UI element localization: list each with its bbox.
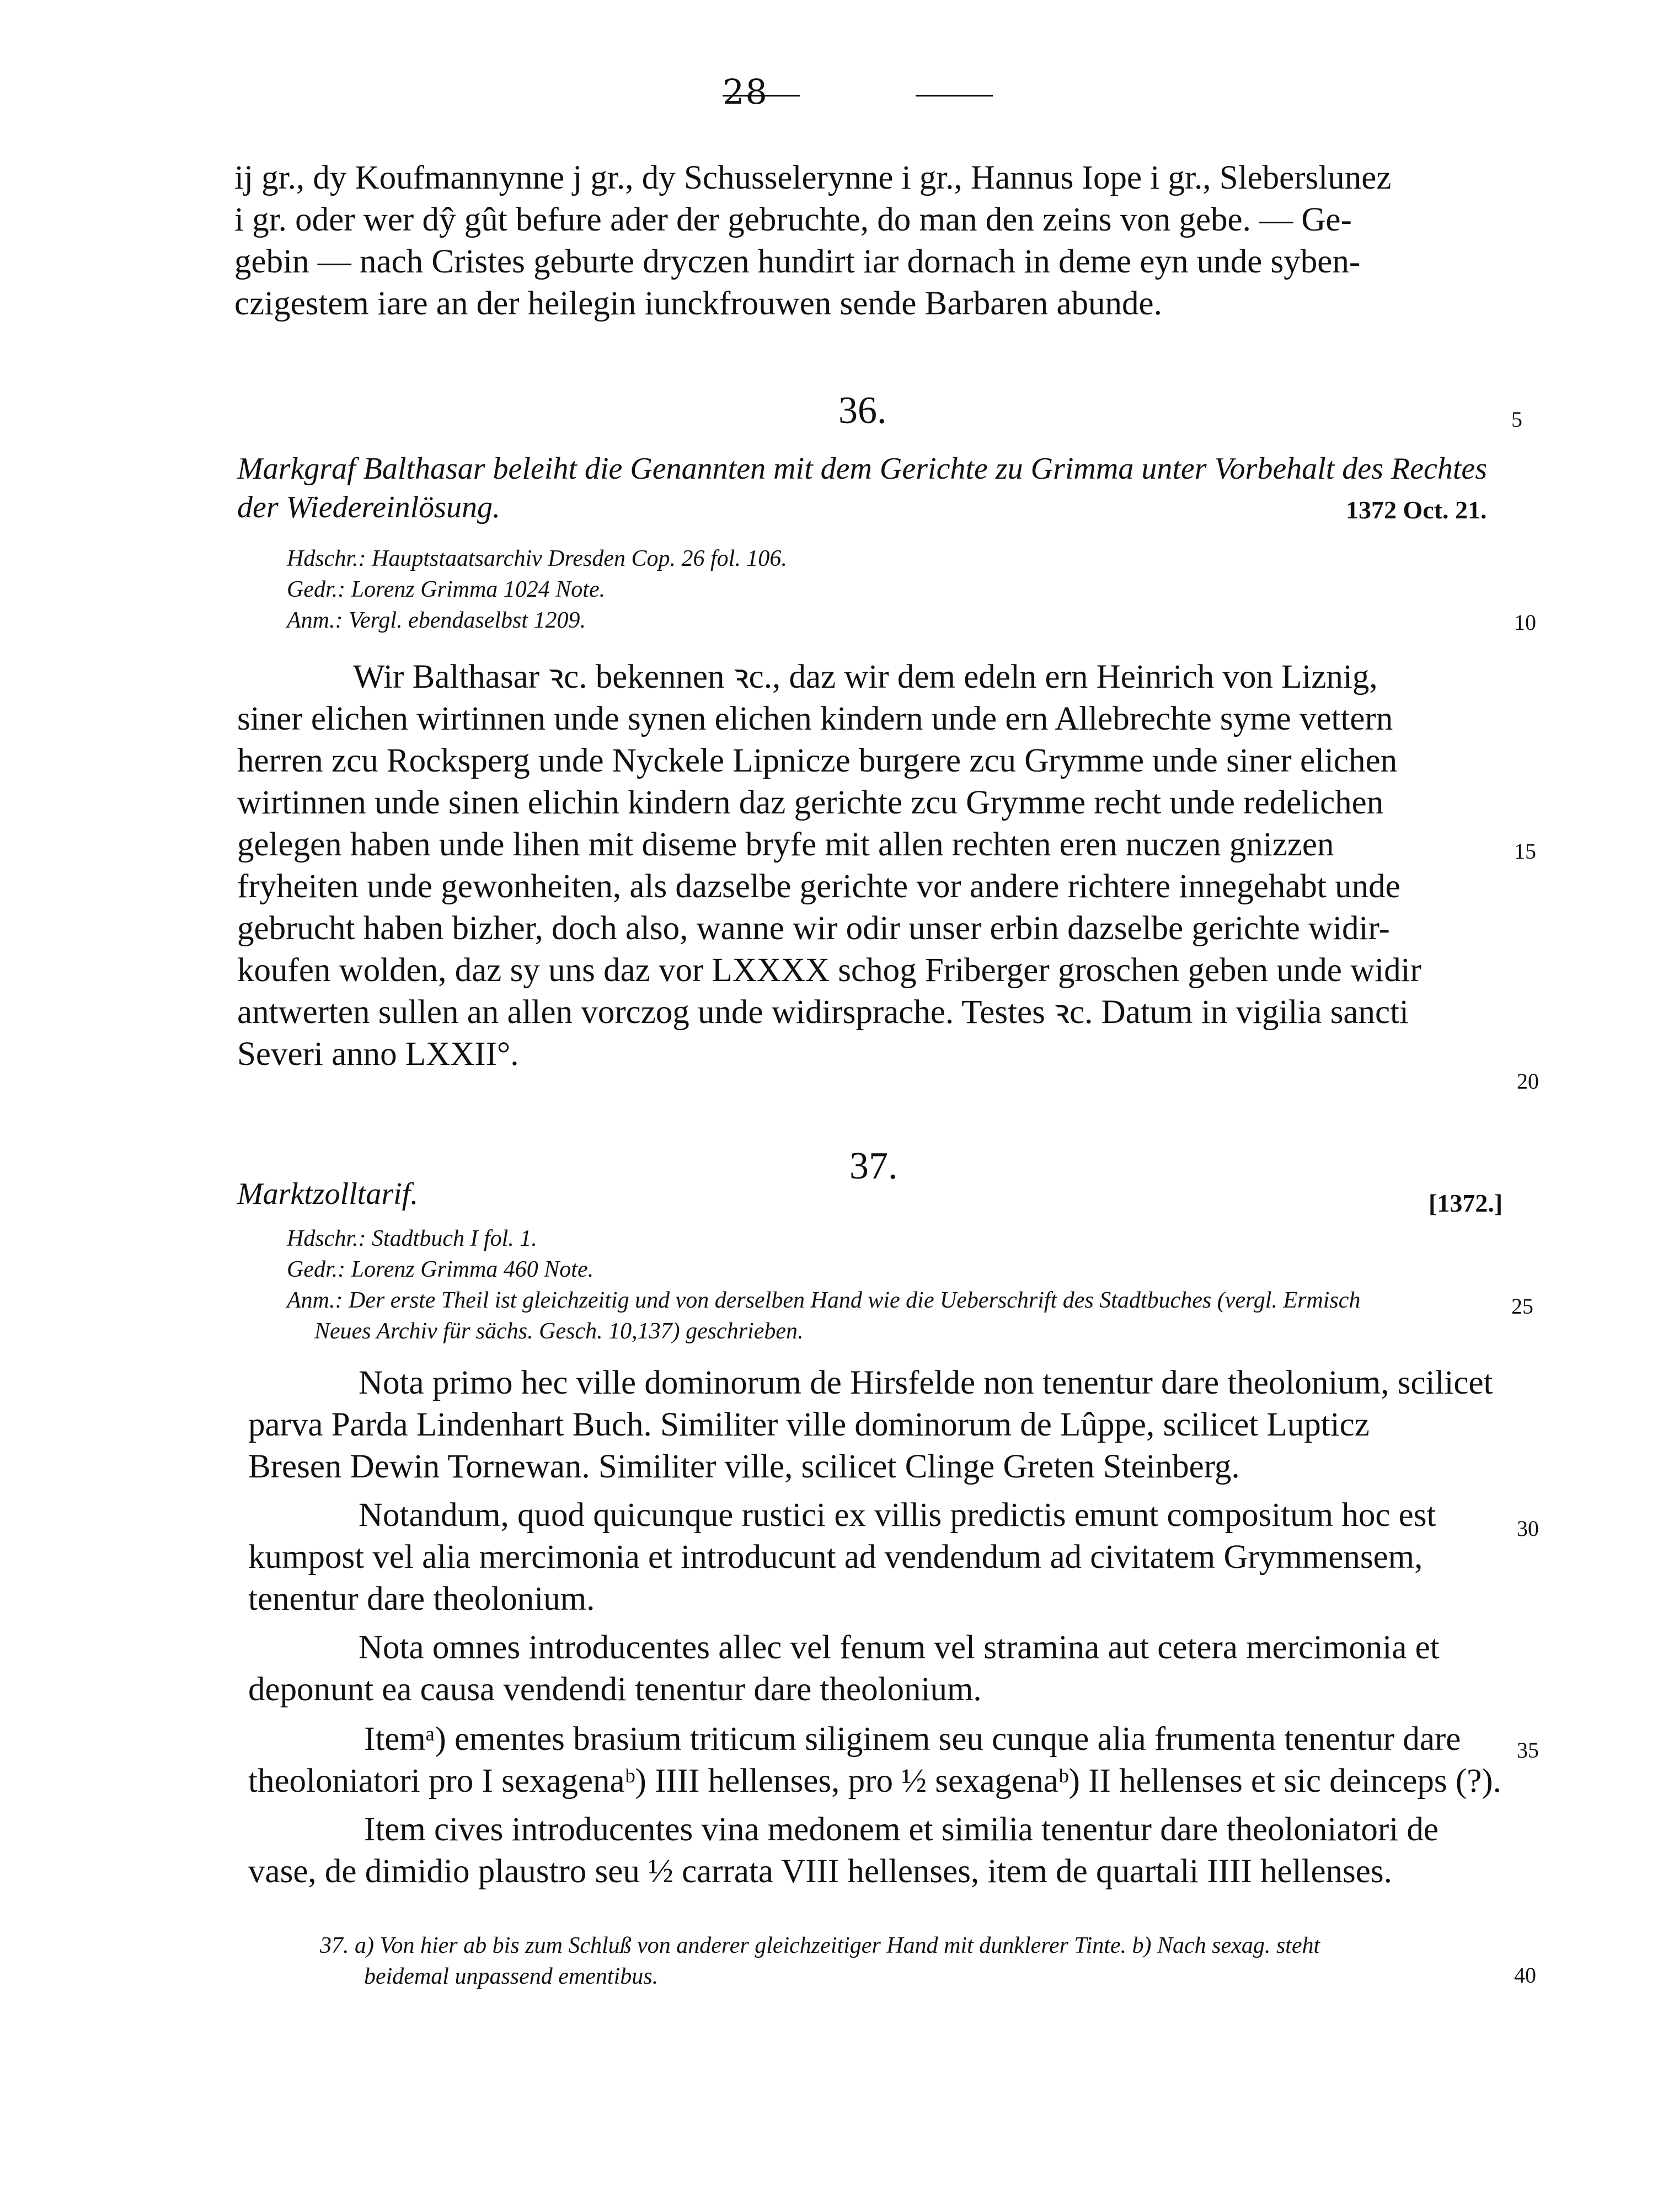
doc37-text-line: Notandum, quod quicunque rustici ex villis predictis emunt compositum hoc est [359,1497,1436,1534]
intro-line: i gr. oder wer dŷ gût befure ader der gebruchte, do man den zeins von gebe. — Ge- [234,201,1352,238]
doc36-text-line: gebrucht haben bizher, doch also, wanne wir odir unser erbin dazselbe gerichte widir- [237,910,1390,947]
doc37-text-line: parva Parda Lindenhart Buch. Similiter ville dominorum de Lûppe, scilicet Lupticz [248,1406,1370,1443]
intro-line: czigestem iare an der heilegin iunckfrouwen sende Barbaren abunde. [234,285,1162,322]
doc36-text-line: fryheiten unde gewonheiten, als dazselbe gerichte vor andere richtere innegehabt unde [237,868,1400,905]
doc36-text-line: koufen wolden, daz sy uns daz vor LXXXX schog Friberger groschen geben unde widir [237,952,1421,989]
doc36-number: 36. [838,389,887,432]
doc37-meta: Hdschr.: Stadtbuch I fol. 1. [287,1226,537,1251]
margin-number: 15 [1514,839,1536,864]
margin-number: 20 [1517,1069,1539,1094]
footnote-line: beidemal unpassend ementibus. [364,1964,659,1989]
margin-number: 40 [1514,1963,1536,1988]
doc37-text-line: vase, de dimidio plaustro seu ½ carrata VIII hellenses, item de quartali IIII hellenses. [248,1853,1392,1890]
doc37-text-line: theoloniatori pro I sexagenaᵇ) IIII hellenses, pro ½ sexagenaᵇ) II hellenses et sic deinceps (?). [248,1763,1501,1799]
doc37-text-line: Item cives introducentes vina medonem et similia tenentur dare theoloniatori de [364,1811,1439,1848]
doc36-text-line: siner elichen wirtinnen unde synen elichen kindern unde ern Allebrechte syme vettern [237,700,1393,737]
doc36-meta: Anm.: Vergl. ebendaselbst 1209. [287,608,586,633]
doc37-text-line: deponunt ea causa vendendi tenentur dare theolonium. [248,1671,982,1708]
doc36-text-line: gelegen haben unde lihen mit diseme bryfe mit allen rechten eren nuczen gnizzen [237,826,1334,863]
doc36-meta: Gedr.: Lorenz Grimma 1024 Note. [287,577,606,602]
doc37-date: [1372.] [1429,1189,1503,1217]
doc36-text-line: Wir Balthasar ꝛc. bekennen ꝛc., daz wir dem edeln ern Heinrich von Liznig, [353,658,1378,695]
doc37-text-line: kumpost vel alia mercimonia et introducunt ad vendendum ad civitatem Grymmensem, [248,1539,1423,1576]
doc36-meta: Hdschr.: Hauptstaatsarchiv Dresden Cop. 26 fol. 106. [287,546,787,571]
doc37-text-line: Nota omnes introducentes allec vel fenum vel stramina aut cetera mercimonia et [359,1629,1440,1666]
page-number: 28 [723,72,768,112]
doc36-text-line: wirtinnen unde sinen elichin kindern daz gerichte zcu Grymme recht unde redelichen [237,784,1384,821]
doc37-text-line: Itemᵃ) ementes brasium triticum siliginem seu cunque alia frumenta tenentur dare [364,1721,1461,1758]
doc36-regest: Markgraf Balthasar beleiht die Genannten mit dem Gerichte zu Grimma unter Vorbehalt des Rechtes [237,452,1488,486]
doc37-meta: Anm.: Der erste Theil ist gleichzeitig und von derselben Hand wie die Ueberschrift des Stadtbuches (vergl. Ermisch [287,1288,1361,1313]
footnote-line: 37. a) Von hier ab bis zum Schluß von anderer gleichzeitiger Hand mit dunklerer Tinte. b) Nach sexag. steht [320,1933,1320,1958]
intro-line: gebin — nach Cristes geburte dryczen hundirt iar dornach in deme eyn unde syben- [234,243,1361,280]
intro-line: ij gr., dy Koufmannynne j gr., dy Schusselerynne i gr., Hannus Iope i gr., Sleberslunez [234,159,1392,196]
doc37-regest: Marktzolltarif. [237,1177,419,1211]
doc36-text-line: Severi anno LXXII°. [237,1036,519,1073]
margin-number: 10 [1514,610,1536,635]
doc37-text-line: Nota primo hec ville dominorum de Hirsfelde non tenentur dare theolonium, scilicet [359,1364,1493,1401]
doc37-meta: Gedr.: Lorenz Grimma 460 Note. [287,1257,594,1282]
doc36-regest: der Wiedereinlösung. [237,490,500,524]
doc36-text-line: antwerten sullen an allen vorczog unde widirsprache. Testes ꝛc. Datum in vigilia sancti [237,994,1409,1031]
doc37-text-line: Bresen Dewin Tornewan. Similiter ville, scilicet Clinge Greten Steinberg. [248,1448,1240,1485]
header-rule-right [916,95,993,97]
margin-number: 35 [1517,1738,1539,1763]
margin-number: 25 [1511,1294,1533,1319]
margin-number: 5 [1511,407,1522,432]
doc36-date: 1372 Oct. 21. [1346,496,1487,524]
doc37-text-line: tenentur dare theolonium. [248,1581,595,1618]
doc37-number: 37. [849,1145,898,1187]
doc37-meta: Neues Archiv für sächs. Gesch. 10,137) geschrieben. [314,1319,804,1344]
margin-number: 30 [1517,1516,1539,1541]
doc36-text-line: herren zcu Rocksperg unde Nyckele Lipnicze burgere zcu Grymme unde siner elichen [237,742,1398,779]
